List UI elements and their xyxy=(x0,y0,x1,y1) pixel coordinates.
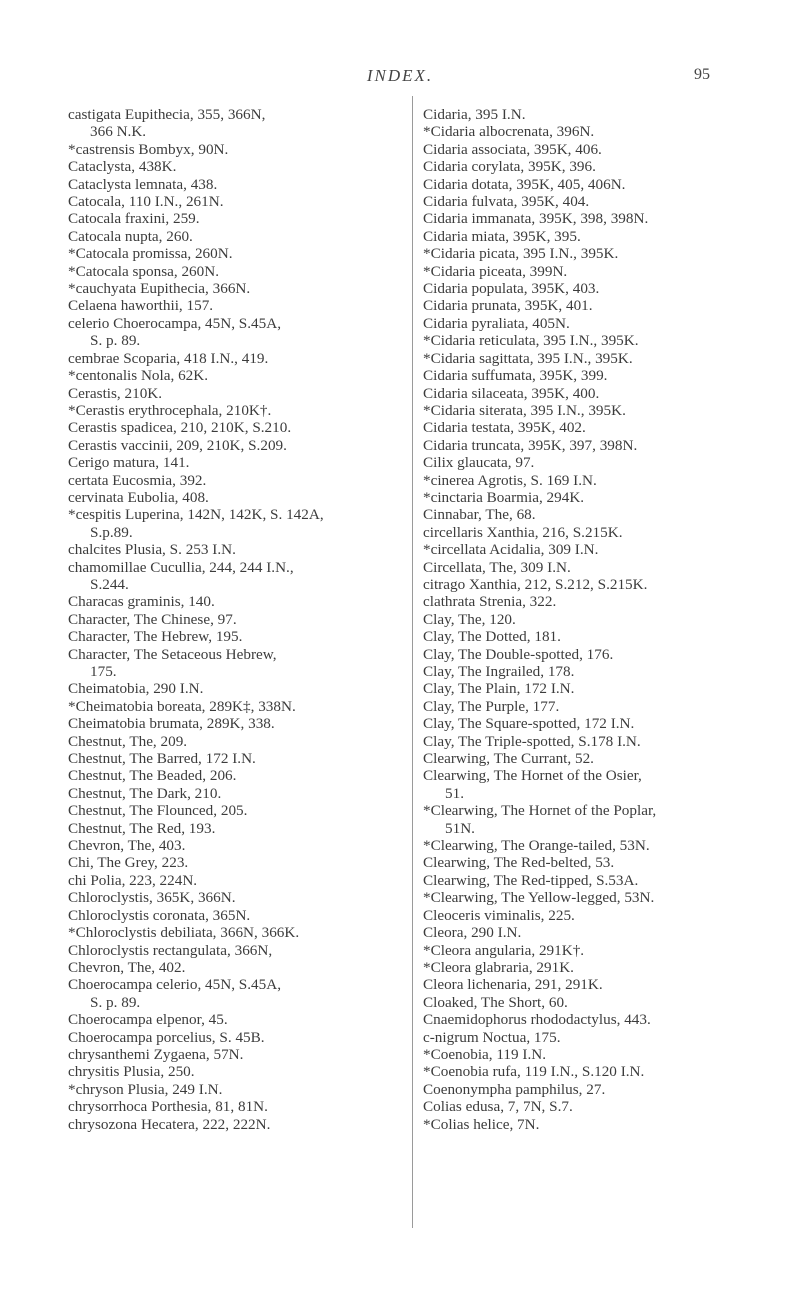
index-entry: Chestnut, The Barred, 172 I.N. xyxy=(68,750,256,768)
index-entry: Characas graminis, 140. xyxy=(68,593,215,611)
index-entry: *circellata Acidalia, 309 I.N. xyxy=(423,541,599,559)
index-entry: *Catocala promissa, 260N. xyxy=(68,245,233,263)
index-entry: Cidaria truncata, 395K, 397, 398N. xyxy=(423,436,638,454)
index-entry: Cidaria populata, 395K, 403. xyxy=(423,280,600,298)
index-entry: Chevron, The, 403. xyxy=(68,837,186,855)
index-entry: Clay, The Purple, 177. xyxy=(423,697,560,715)
index-entry: Cataclysta, 438K. xyxy=(68,158,177,176)
index-entry: Chloroclystis rectangulata, 366N, xyxy=(68,941,273,959)
index-entry: *Cidaria sagittata, 395 I.N., 395K. xyxy=(423,349,633,367)
index-entry: chi Polia, 223, 224N. xyxy=(68,871,198,889)
index-entry: *centonalis Nola, 62K. xyxy=(68,367,209,385)
index-entry: S.244. xyxy=(90,575,129,593)
index-entry: Cheimatobia brumata, 289K, 338. xyxy=(68,715,275,733)
index-entry: Cerastis spadicea, 210, 210K, S.210. xyxy=(68,419,292,437)
index-entry: citrago Xanthia, 212, S.212, S.215K. xyxy=(423,575,648,593)
index-entry: Cidaria miata, 395K, 395. xyxy=(423,227,581,245)
index-entry: *cinerea Agrotis, S. 169 I.N. xyxy=(423,471,597,489)
index-entry: *castrensis Bombyx, 90N. xyxy=(68,140,229,158)
index-entry: *Coenobia, 119 I.N. xyxy=(423,1045,547,1063)
index-entry: Cataclysta lemnata, 438. xyxy=(68,175,218,193)
index-entry: *Cidaria piceata, 399N. xyxy=(423,262,568,280)
index-column-left xyxy=(68,106,388,1133)
index-entry: cembrae Scoparia, 418 I.N., 419. xyxy=(68,349,269,367)
index-entry: *Clearwing, The Orange-tailed, 53N. xyxy=(423,837,650,855)
index-entry: Cleoceris viminalis, 225. xyxy=(423,906,575,924)
index-entry: *Cidaria picata, 395 I.N., 395K. xyxy=(423,245,619,263)
index-entry: *Cleora glabraria, 291K. xyxy=(423,958,574,976)
index-entry: *Clearwing, The Yellow-legged, 53N. xyxy=(423,889,655,907)
index-entry: Clay, The Plain, 172 I.N. xyxy=(423,680,575,698)
index-entry: Cidaria silaceata, 395K, 400. xyxy=(423,384,600,402)
index-entry: Cerastis vaccinii, 209, 210K, S.209. xyxy=(68,436,287,454)
index-entry: Cilix glaucata, 97. xyxy=(423,454,535,472)
index-entry: Circellata, The, 309 I.N. xyxy=(423,558,571,576)
index-entry: Chloroclystis coronata, 365N. xyxy=(68,906,251,924)
index-entry: *Cidaria reticulata, 395 I.N., 395K. xyxy=(423,332,639,350)
index-entry: *Chloroclystis debiliata, 366N, 366K. xyxy=(68,924,300,942)
index-entry: S. p. 89. xyxy=(90,332,141,350)
index-entry: Clay, The Dotted, 181. xyxy=(423,628,561,646)
index-entry: *Colias helice, 7N. xyxy=(423,1115,540,1133)
index-entry: *Cerastis erythrocephala, 210K†. xyxy=(68,401,272,419)
index-entry: Cidaria suffumata, 395K, 399. xyxy=(423,367,608,385)
index-entry: Character, The Setaceous Hebrew, xyxy=(68,645,277,663)
index-entry: clathrata Strenia, 322. xyxy=(423,593,557,611)
index-entry: Chevron, The, 402. xyxy=(68,958,186,976)
index-entry: Character, The Chinese, 97. xyxy=(68,610,237,628)
index-entry: Choerocampa porcelius, S. 45B. xyxy=(68,1028,265,1046)
index-entry: Catocala nupta, 260. xyxy=(68,227,193,245)
index-entry: S. p. 89. xyxy=(90,993,141,1011)
index-entry: *Clearwing, The Hornet of the Poplar, xyxy=(423,802,657,820)
index-entry: Cleora lichenaria, 291, 291K. xyxy=(423,976,603,994)
index-entry: celerio Choerocampa, 45N, S.45A, xyxy=(68,314,281,332)
index-entry: Cerigo matura, 141. xyxy=(68,454,190,472)
index-entry: Cloaked, The Short, 60. xyxy=(423,993,568,1011)
page-header xyxy=(0,66,800,90)
index-entry: Clearwing, The Red-tipped, S.53A. xyxy=(423,871,639,889)
index-entry: castigata Eupithecia, 355, 366N, xyxy=(68,106,266,123)
index-entry: Cinnabar, The, 68. xyxy=(423,506,536,524)
index-entry: Cidaria pyraliata, 405N. xyxy=(423,314,570,332)
index-entry: *Cleora angularia, 291K†. xyxy=(423,941,585,959)
index-entry: *cespitis Luperina, 142N, 142K, S. 142A, xyxy=(68,506,324,524)
index-entry: chrysorrhoca Porthesia, 81, 81N. xyxy=(68,1098,268,1116)
index-entry: Character, The Hebrew, 195. xyxy=(68,628,243,646)
index-entry: Cerastis, 210K. xyxy=(68,384,163,402)
index-entry: *Coenobia rufa, 119 I.N., S.120 I.N. xyxy=(423,1063,645,1081)
page-number: 95 xyxy=(694,66,710,83)
index-entry: chalcites Plusia, S. 253 I.N. xyxy=(68,541,236,559)
index-entry: Clay, The Triple-spotted, S.178 I.N. xyxy=(423,732,641,750)
index-entry: Clearwing, The Currant, 52. xyxy=(423,750,594,768)
index-entry: Chestnut, The Beaded, 206. xyxy=(68,767,237,785)
index-entry: Cidaria testata, 395K, 402. xyxy=(423,419,586,437)
index-entry: Cidaria dotata, 395K, 405, 406N. xyxy=(423,175,626,193)
index-entry: Chestnut, The Flounced, 205. xyxy=(68,802,248,820)
index-entry: Clearwing, The Red-belted, 53. xyxy=(423,854,615,872)
index-entry: Colias edusa, 7, 7N, S.7. xyxy=(423,1098,573,1116)
index-entry: chrysanthemi Zygaena, 57N. xyxy=(68,1045,244,1063)
index-entry: c-nigrum Noctua, 175. xyxy=(423,1028,561,1046)
index-entry: Celaena haworthii, 157. xyxy=(68,297,214,315)
index-entry: Cidaria corylata, 395K, 396. xyxy=(423,158,596,176)
index-entry: Clay, The Square-spotted, 172 I.N. xyxy=(423,715,635,733)
index-entry: Clay, The, 120. xyxy=(423,610,516,628)
index-entry: *Cidaria siterata, 395 I.N., 395K. xyxy=(423,401,626,419)
index-entry: Choerocampa celerio, 45N, S.45A, xyxy=(68,976,281,994)
index-entry: Catocala, 110 I.N., 261N. xyxy=(68,193,224,211)
index-entry: Cheimatobia, 290 I.N. xyxy=(68,680,204,698)
index-entry: Chestnut, The Dark, 210. xyxy=(68,784,222,802)
index-entry: Catocala fraxini, 259. xyxy=(68,210,200,228)
index-entry: Chestnut, The Red, 193. xyxy=(68,819,216,837)
index-entry: Cidaria associata, 395K, 406. xyxy=(423,140,602,158)
index-entry: 366 N.K. xyxy=(90,123,147,141)
index-entry: Cidaria immanata, 395K, 398, 398N. xyxy=(423,210,649,228)
index-entry: Chestnut, The, 209. xyxy=(68,732,188,750)
index-entry: Cnaemidophorus rhododactylus, 443. xyxy=(423,1011,651,1029)
index-entry: chamomillae Cucullia, 244, 244 I.N., xyxy=(68,558,294,576)
index-entry: *chryson Plusia, 249 I.N. xyxy=(68,1080,223,1098)
index-entry: *Cidaria albocrenata, 396N. xyxy=(423,123,595,141)
index-entry: Clearwing, The Hornet of the Osier, xyxy=(423,767,642,785)
index-entry: cervinata Eubolia, 408. xyxy=(68,488,209,506)
index-entry: Cidaria, 395 I.N. xyxy=(423,106,526,123)
index-entry: Cidaria prunata, 395K, 401. xyxy=(423,297,593,315)
index-entry: *cinctaria Boarmia, 294K. xyxy=(423,488,585,506)
index-entry: S.p.89. xyxy=(90,523,133,541)
running-title: INDEX. xyxy=(366,66,434,85)
index-entry: Chi, The Grey, 223. xyxy=(68,854,189,872)
index-entry: chrysitis Plusia, 250. xyxy=(68,1063,195,1081)
index-entry: Coenonympha pamphilus, 27. xyxy=(423,1080,606,1098)
index-entry: *cauchyata Eupithecia, 366N. xyxy=(68,280,251,298)
index-entry: 175. xyxy=(90,663,117,680)
index-entry: Clay, The Ingrailed, 178. xyxy=(423,663,575,680)
index-column-right xyxy=(412,96,742,1228)
index-entry: *Catocala sponsa, 260N. xyxy=(68,262,219,280)
index-entry: *Cheimatobia boreata, 289K‡, 338N. xyxy=(68,697,296,715)
index-entry: Choerocampa elpenor, 45. xyxy=(68,1011,228,1029)
index-entry: certata Eucosmia, 392. xyxy=(68,471,207,489)
index-entry: Chloroclystis, 365K, 366N. xyxy=(68,889,236,907)
index-entry: 51N. xyxy=(445,819,475,837)
index-entry: Cidaria fulvata, 395K, 404. xyxy=(423,193,590,211)
index-entry: Clay, The Double-spotted, 176. xyxy=(423,645,614,663)
index-entry: circellaris Xanthia, 216, S.215K. xyxy=(423,523,623,541)
index-entry: Cleora, 290 I.N. xyxy=(423,924,522,942)
index-entry: 51. xyxy=(445,784,464,802)
index-entry: chrysozona Hecatera, 222, 222N. xyxy=(68,1115,271,1133)
